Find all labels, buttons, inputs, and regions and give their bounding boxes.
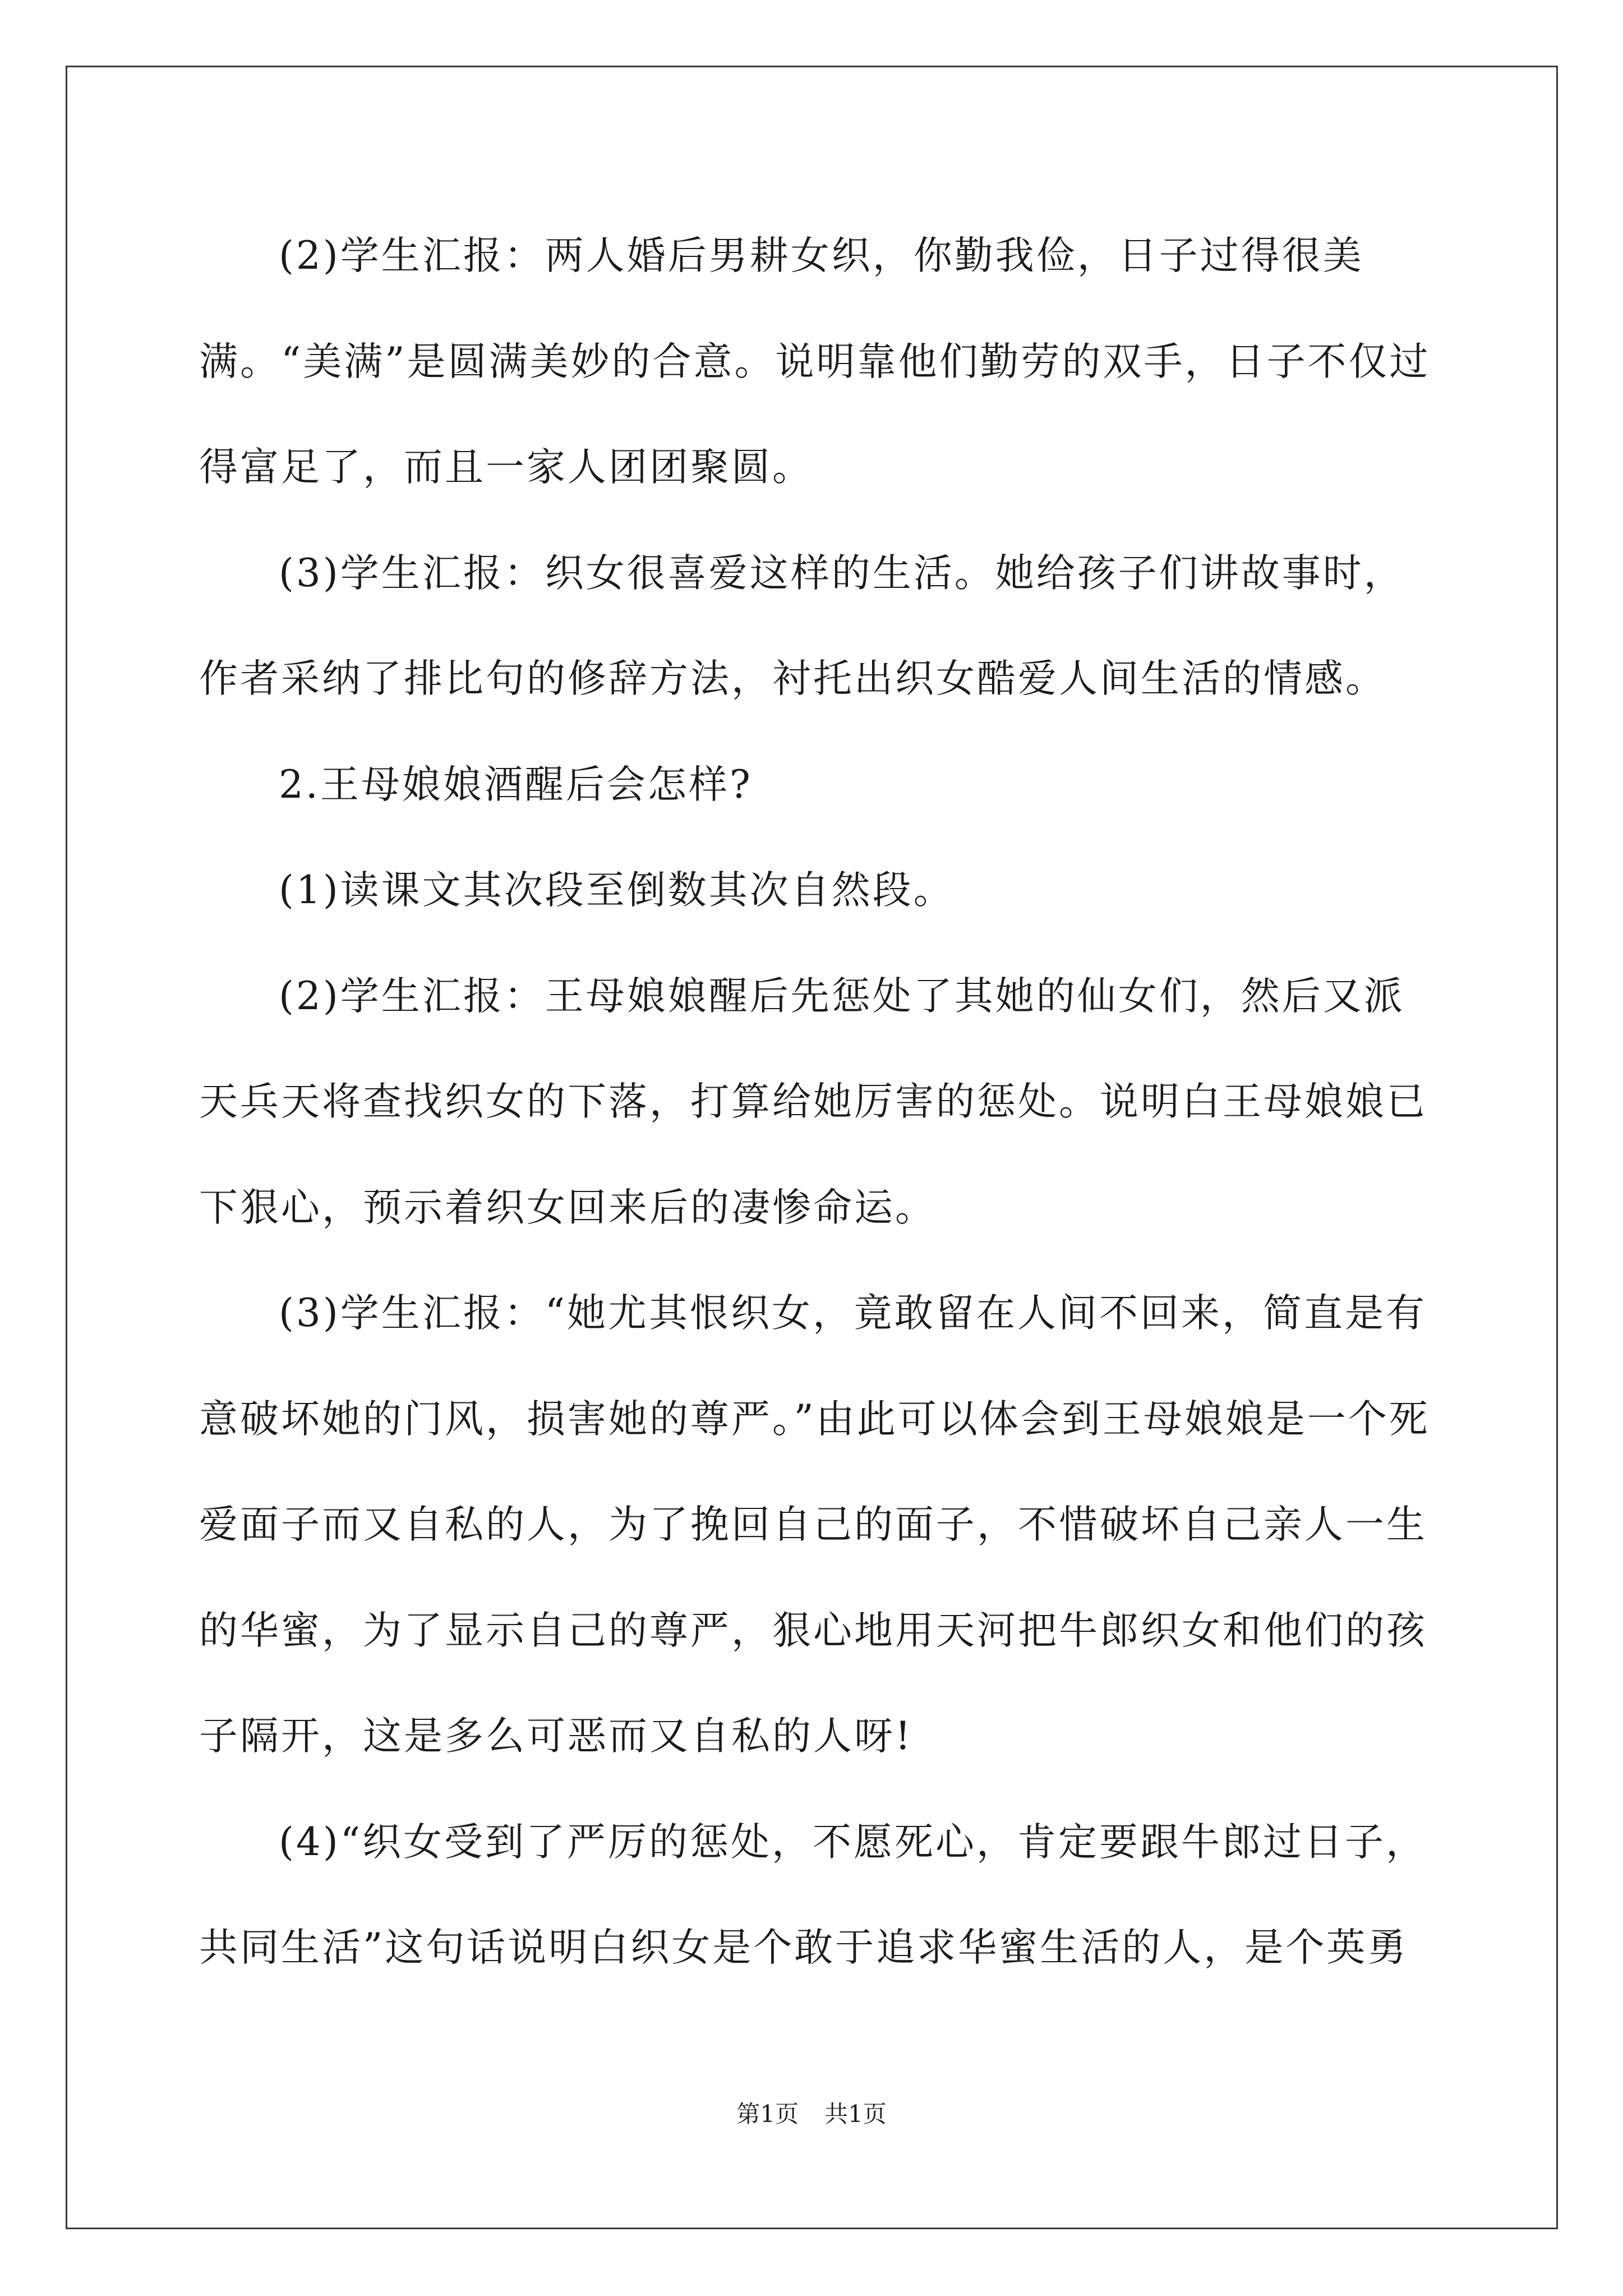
paragraph-1: (2)学生汇报：两人婚后男耕女织，你勤我俭，日子过得很美满。“美满”是圆满美妙的合意。说明靠他们勤劳的双手，日子不仅过得富足了，而且一家人团团聚圆。 bbox=[199, 233, 1431, 490]
paragraph-7: (4)“织女受到了严厉的惩处，不愿死心，肯定要跟牛郎过日子，共同生活”这句话说明白织女是个敢于追求华蜜生活的人，是个英勇 bbox=[199, 1819, 1427, 1970]
paragraph-6: (3)学生汇报：“她尤其恨织女，竟敢留在人间不回来，简直是有意破坏她的门风，损害她的尊严。”由此可以体会到王母娘娘是一个死爱面子而又自私的人，为了挽回自己的面子，不惜破坏自己亲人一生的华蜜，为了显示自己的尊严，狠心地用天河把牛郎织女和他们的孩子隔开，这是多么可恶而又自私的人呀! bbox=[199, 1291, 1430, 1759]
page-number-current: 第1页 bbox=[736, 2100, 799, 2128]
page-footer bbox=[0, 2099, 1623, 2129]
paragraph-4: (1)读课文其次段至倒数其次自然段。 bbox=[279, 868, 955, 913]
page-number-total: 共1页 bbox=[824, 2100, 887, 2128]
paragraph-5: (2)学生汇报：王母娘娘醒后先惩处了其她的仙女们，然后又派天兵天将查找织女的下落，打算给她厉害的惩处。说明白王母娘娘已下狠心，预示着织女回来后的凄惨命运。 bbox=[199, 973, 1427, 1230]
paragraph-2: (3)学生汇报：织女很喜爱这样的生活。她给孩子们讲故事时，作者采纳了排比句的修辞方法，衬托出织女酷爱人间生活的情感。 bbox=[199, 550, 1405, 701]
document-body bbox=[199, 203, 1438, 2001]
paragraph-3: 2.王母娘娘酒醒后会怎样? bbox=[279, 762, 753, 807]
